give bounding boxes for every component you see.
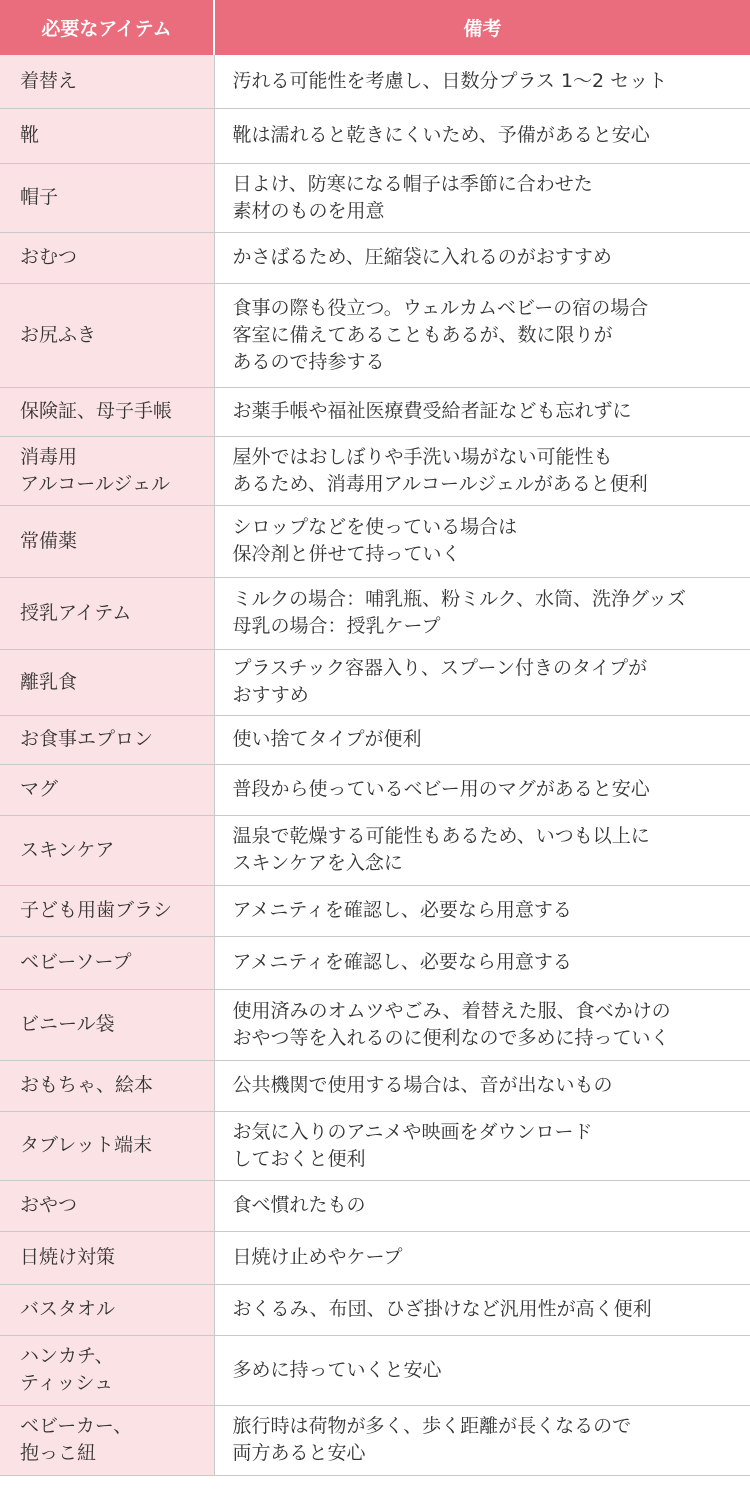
item-line: 靴 bbox=[20, 124, 40, 146]
note-line: 日焼け止めやケープ bbox=[232, 1246, 403, 1268]
item-line: タブレット端末 bbox=[20, 1134, 153, 1156]
table-row bbox=[0, 936, 750, 989]
note-cell bbox=[214, 1180, 750, 1231]
item-line: お食事エプロン bbox=[20, 728, 154, 750]
note-cell bbox=[214, 649, 750, 715]
note-line: あるので持参する bbox=[232, 350, 385, 373]
note-line: 普段から使っているベビー用のマグがあると安心 bbox=[232, 778, 650, 800]
item-cell bbox=[0, 577, 214, 649]
table-row bbox=[0, 1180, 750, 1231]
item-line: スキンケア bbox=[20, 838, 115, 861]
note-line: スキンケアを入念に bbox=[232, 852, 403, 874]
table-row bbox=[0, 1231, 750, 1284]
table-row bbox=[0, 163, 750, 232]
note-line: ミルクの場合：哺乳瓶、粉ミルク、水筒、洗浄グッズ bbox=[232, 588, 687, 610]
item-line: ビニール袋 bbox=[20, 1013, 115, 1035]
item-cell bbox=[0, 1284, 214, 1335]
note-line: シロップなどを使っている場合は bbox=[232, 516, 518, 538]
note-line: おやつ等を入れるのに便利なので多めに持っていく bbox=[232, 1026, 670, 1049]
note-cell bbox=[214, 885, 750, 936]
item-cell bbox=[0, 232, 214, 283]
note-line: しておくと便利 bbox=[232, 1147, 366, 1170]
table-row bbox=[0, 577, 750, 649]
item-line: 授乳アイテム bbox=[20, 601, 132, 624]
header-note: 備考 bbox=[214, 0, 750, 55]
note-line: 公共機関で使用する場合は、音が出ないもの bbox=[232, 1074, 613, 1096]
note-cell bbox=[214, 436, 750, 505]
item-cell bbox=[0, 163, 214, 232]
table-row bbox=[0, 232, 750, 283]
table-row bbox=[0, 764, 750, 815]
header-item: 必要なアイテム bbox=[0, 0, 214, 55]
item-cell bbox=[0, 815, 214, 885]
item-line: おむつ bbox=[20, 246, 78, 268]
note-line: 温泉で乾燥する可能性もあるため、いつも以上に bbox=[232, 825, 650, 847]
table-row bbox=[0, 989, 750, 1060]
table-row bbox=[0, 436, 750, 505]
note-cell bbox=[214, 55, 750, 108]
note-line: 使用済みのオムツやごみ、着替えた服、食べかけの bbox=[232, 999, 671, 1022]
note-cell bbox=[214, 936, 750, 989]
table-header-row bbox=[0, 0, 750, 55]
item-cell bbox=[0, 283, 214, 387]
table-row bbox=[0, 1405, 750, 1475]
item-cell bbox=[0, 1111, 214, 1180]
item-cell bbox=[0, 885, 214, 936]
item-cell bbox=[0, 1180, 214, 1231]
note-cell bbox=[214, 232, 750, 283]
table-row bbox=[0, 1060, 750, 1111]
note-line: 日よけ、防寒になる帽子は季節に合わせた bbox=[232, 172, 593, 195]
table-row bbox=[0, 283, 750, 387]
item-line: おもちゃ、絵本 bbox=[20, 1074, 154, 1096]
item-cell bbox=[0, 989, 214, 1060]
item-line: 帽子 bbox=[20, 186, 59, 208]
item-line: 子ども用歯ブラシ bbox=[20, 899, 173, 921]
note-cell bbox=[214, 715, 750, 764]
note-line: 使い捨てタイプが便利 bbox=[232, 728, 422, 750]
note-line: 両方あると安心 bbox=[232, 1442, 366, 1464]
item-line: 抱っこ紐 bbox=[20, 1442, 97, 1464]
item-cell bbox=[0, 649, 214, 715]
note-line: 保冷剤と併せて持っていく bbox=[232, 543, 461, 565]
table-row bbox=[0, 108, 750, 163]
item-line: 日焼け対策 bbox=[20, 1246, 116, 1268]
item-cell bbox=[0, 715, 214, 764]
note-cell bbox=[214, 108, 750, 163]
item-line: 常備薬 bbox=[20, 529, 78, 552]
note-cell bbox=[214, 1335, 750, 1405]
note-line: おすすめ bbox=[232, 684, 309, 706]
note-line: お気に入りのアニメや映画をダウンロード bbox=[232, 1120, 593, 1143]
note-line: お薬手帳や福祉医療費受給者証なども忘れずに bbox=[232, 400, 632, 422]
note-cell bbox=[214, 163, 750, 232]
item-cell bbox=[0, 505, 214, 577]
item-cell bbox=[0, 1231, 214, 1284]
item-cell bbox=[0, 108, 214, 163]
table-body bbox=[0, 55, 750, 1475]
note-line: アメニティを確認し、必要なら用意する bbox=[232, 951, 572, 973]
note-cell bbox=[214, 505, 750, 577]
item-cell bbox=[0, 387, 214, 436]
table-row bbox=[0, 649, 750, 715]
note-line: 母乳の場合：授乳ケープ bbox=[232, 615, 441, 637]
table-row bbox=[0, 885, 750, 936]
table-row bbox=[0, 1111, 750, 1180]
note-cell bbox=[214, 1060, 750, 1111]
note-line: 客室に備えてあることもあるが、数に限りが bbox=[232, 323, 613, 346]
item-cell bbox=[0, 936, 214, 989]
table-row bbox=[0, 815, 750, 885]
item-line: 離乳食 bbox=[20, 670, 78, 693]
table-row bbox=[0, 505, 750, 577]
note-line: 食事の際も役立つ。ウェルカムベビーの宿の場合 bbox=[232, 296, 649, 319]
note-line: 食べ慣れたもの bbox=[232, 1194, 366, 1216]
note-line: おくるみ、布団、ひざ掛けなど汎用性が高く便利 bbox=[232, 1298, 652, 1320]
note-line: 汚れる可能性を考慮し、日数分プラス 1〜2 セット bbox=[232, 69, 668, 92]
item-cell bbox=[0, 764, 214, 815]
item-line: バスタオル bbox=[20, 1298, 116, 1320]
table-row bbox=[0, 715, 750, 764]
item-cell bbox=[0, 436, 214, 505]
note-cell bbox=[214, 815, 750, 885]
note-line: かさばるため、圧縮袋に入れるのがおすすめ bbox=[232, 246, 612, 268]
item-line: ベビーカー、 bbox=[20, 1415, 133, 1437]
note-line: 屋外ではおしぼりや手洗い場がない可能性も bbox=[232, 445, 613, 468]
item-line: ハンカチ、 bbox=[20, 1345, 114, 1367]
note-cell bbox=[214, 283, 750, 387]
table-row bbox=[0, 387, 750, 436]
item-line: ティッシュ bbox=[20, 1372, 114, 1394]
item-cell bbox=[0, 55, 214, 108]
item-line: 保険証、母子手帳 bbox=[20, 400, 173, 422]
note-cell bbox=[214, 989, 750, 1060]
note-cell bbox=[214, 577, 750, 649]
item-line: おやつ bbox=[20, 1194, 78, 1216]
item-cell bbox=[0, 1405, 214, 1475]
note-line: 靴は濡れると乾きにくいため、予備があると安心 bbox=[232, 124, 650, 146]
note-line: 素材のものを用意 bbox=[232, 199, 385, 222]
item-line: アルコールジェル bbox=[20, 472, 171, 495]
item-line: 消毒用 bbox=[20, 445, 78, 468]
table-row bbox=[0, 1284, 750, 1335]
item-line: お尻ふき bbox=[20, 323, 97, 346]
item-cell bbox=[0, 1060, 214, 1111]
note-cell bbox=[214, 1405, 750, 1475]
item-line: ベビーソープ bbox=[20, 951, 132, 973]
note-cell bbox=[214, 764, 750, 815]
item-line: 着替え bbox=[20, 69, 78, 92]
note-line: 多めに持っていくと安心 bbox=[232, 1358, 442, 1381]
note-line: あるため、消毒用アルコールジェルがあると便利 bbox=[232, 472, 648, 495]
note-cell bbox=[214, 1284, 750, 1335]
note-cell bbox=[214, 387, 750, 436]
table-row bbox=[0, 55, 750, 108]
item-cell bbox=[0, 1335, 214, 1405]
note-line: プラスチック容器入り、スプーン付きのタイプが bbox=[232, 657, 648, 679]
item-line: マグ bbox=[20, 778, 59, 800]
note-line: 旅行時は荷物が多く、歩く距離が長くなるので bbox=[232, 1415, 632, 1437]
note-line: アメニティを確認し、必要なら用意する bbox=[232, 899, 572, 921]
note-cell bbox=[214, 1111, 750, 1180]
table-row bbox=[0, 1335, 750, 1405]
note-cell bbox=[214, 1231, 750, 1284]
